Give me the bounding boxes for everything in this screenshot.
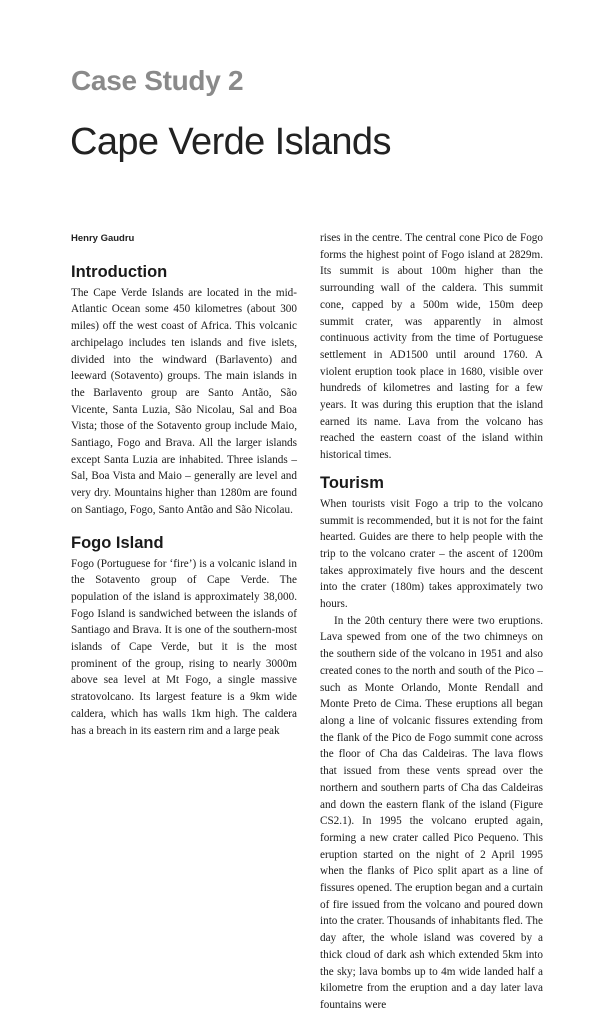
fogo-island-paragraph: Fogo (Portuguese for ‘fire’) is a volcanic island in the Sotavento group of Cape Verde. The population of the island is approximately 38,000. Fogo Island is sandwiched between the islands of Santiago and Brava. It is one of the southern-most islands of Cape Verde, but it is the most prominent of the group, rising to nearly 3000m above sea level at Mt Fogo, a single massive stratovolcano. Its largest feature is a 9km wide caldera, which has walls 1km high. The caldera has a breach in its eastern rim and a large peak	[71, 557, 297, 737]
introduction-heading: Introduction	[71, 262, 168, 281]
case-study-label: Case Study 2	[71, 65, 244, 96]
introduction-paragraph: The Cape Verde Islands are located in the mid-Atlantic Ocean some 450 kilometres (about 300 miles) off the west coast of Africa. This volcanic archipelago includes ten islands and five islets, divided into the windward (Barlavento) and leeward (Sotavento) groups. The main islands in the Barlavento group are Santo Antão, São Vicente, Santa Luzia, São Nicolau, Sal and Boa Vista; those of the Sotavento group include Maio, Santiago, Fogo and Brava. All the larger islands except Santa Luzia are inhabited. Three islands – Sal, Boa Vista and Maio – generally are level and very dry. Mountains higher than 1280m are found on Santiago, Fogo, Santo Antão and São Nicolau.	[71, 286, 297, 516]
tourism-paragraph-1: When tourists visit Fogo a trip to the volcano summit is recommended, but it is not for the faint hearted. Guides are there to help people with the trip to the volcano crater – the ascent of 1200m takes approximately five hours and the descent into the crater (180m) takes approximately two hours.	[320, 497, 543, 611]
tourism-paragraph-2: In the 20th century there were two eruptions. Lava spewed from one of the two chimneys on the southern side of the volcano in 1951 and also created cones to the north and south of the Pico – such as Monte Orlando, Monte Rendall and Monte Preto de Cima. These eruptions all began along a line of volcanic fissures extending from the flank of the Pico de Fogo summit cone across the floor of Cha das Caldeiras. The lava flows that issued from these vents spread over the northern and southern parts of Cha das Caldeiras and down the eastern flank of the island (Figure CS2.1). In 1995 the volcano erupted again, forming a new crater called Pico Pequeno. This eruption started on the night of 2 April 1995 when the flanks of Pico split apart as a line of fissures opened. The eruption began and a curtain of fire issued from the volcano and poured down into the crater. Thousands of inhabitants fled. The day after, the whole island was covered by a thick cloud of dark ash which extended 5km into the sky; lava bombs up to 4m wide landed half a kilometre from the eruption and a day later lava fountains were	[320, 614, 543, 1011]
page-title: Cape Verde Islands	[70, 121, 391, 163]
fogo-island-paragraph-continued: rises in the centre. The central cone Pico de Fogo forms the highest point of Fogo island at 2829m. Its summit is about 100m higher than the surrounding wall of the caldera. This summit cone, capped by a 500m wide, 150m deep summit crater, was apparently in almost continuous activity from the time of Portuguese settlement in AD1500 until around 1760. A violent eruption took place in 1680, visible over hundreds of kilometres and lasting for a few years. It was during this eruption that the island earned its name. Lava from the volcano has reached the eastern coast of the island within historical times.	[320, 232, 543, 462]
left-column	[71, 228, 297, 739]
right-column	[320, 230, 543, 1014]
tourism-heading: Tourism	[320, 473, 384, 492]
author-name: Henry Gaudru	[71, 233, 135, 244]
fogo-island-heading: Fogo Island	[71, 533, 164, 552]
